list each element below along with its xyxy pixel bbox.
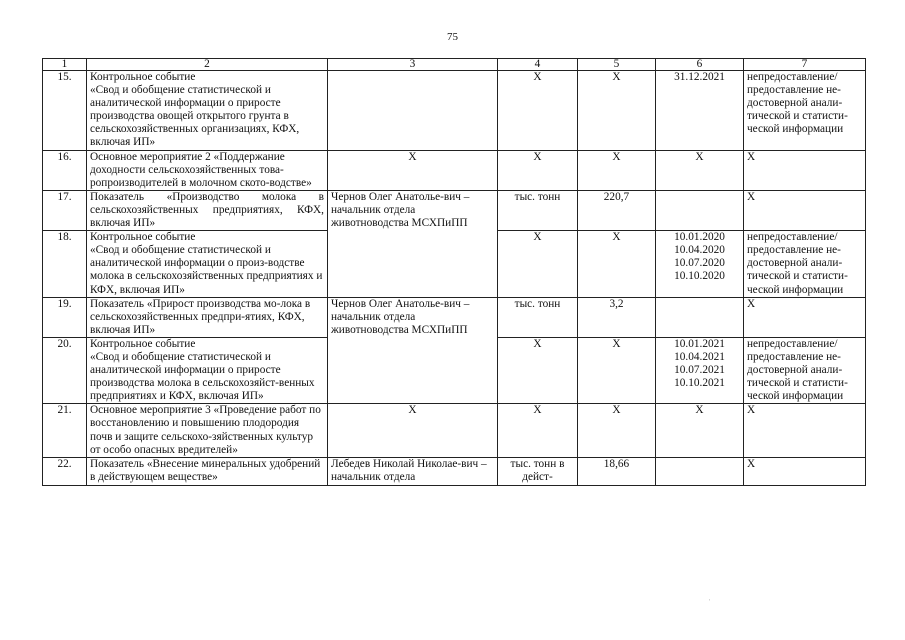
- row-description: Контрольное событие «Свод и обобщение статистической и аналитической информации о приросте производства овощей открытого грунта в сельскохозяйственных организациях, КФХ, включая ИП»: [87, 71, 328, 151]
- row-number: 18.: [43, 231, 87, 297]
- row-number: 17.: [43, 190, 87, 230]
- row-deadline: Х: [656, 404, 744, 457]
- row-unit: Х: [498, 404, 578, 457]
- row-description: Основное мероприятие 3 «Проведение работ по восстановлению и повышению плодородия почв и защите сельскохо-зяйственных культур от особо опасных вредителей»: [87, 404, 328, 457]
- row-deadline: 10.01.2020 10.04.2020 10.07.2020 10.10.2020: [656, 231, 744, 297]
- column-header: 5: [578, 59, 656, 71]
- table-row: [43, 404, 866, 457]
- column-header: 3: [328, 59, 498, 71]
- row-description: Показатель «Производство молока в сельскохозяйственных предприятиях, КФХ, включая ИП»: [87, 190, 328, 230]
- row-description: Показатель «Прирост производства мо-лока в сельскохозяйственных предпри-ятиях, КФХ, включая ИП»: [87, 297, 328, 337]
- column-header: 4: [498, 59, 578, 71]
- row-description: Основное мероприятие 2 «Поддержание доходности сельскохозяйственных това-ропроизводителей в молочном ското-водстве»: [87, 150, 328, 190]
- row-risk: Х: [744, 297, 866, 337]
- column-header: 2: [87, 59, 328, 71]
- row-value: 18,66: [578, 457, 656, 485]
- header-row: [43, 59, 866, 71]
- row-value: Х: [578, 404, 656, 457]
- row-number: 21.: [43, 404, 87, 457]
- row-number: 20.: [43, 337, 87, 403]
- row-description: Контрольное событие «Свод и обобщение статистической и аналитической информации о произ-водстве молока в сельскохозяйственных предприятиях и КФХ, включая ИП»: [87, 231, 328, 297]
- row-deadline: 10.01.2021 10.04.2021 10.07.2021 10.10.2021: [656, 337, 744, 403]
- column-header: 1: [43, 59, 87, 71]
- row-value: Х: [578, 231, 656, 297]
- table-row: [43, 457, 866, 485]
- row-value: Х: [578, 71, 656, 151]
- row-responsible: Чернов Олег Анатолье-вич – начальник отдела животноводства МСХПиПП: [328, 297, 498, 404]
- row-number: 22.: [43, 457, 87, 485]
- row-responsible: Х: [328, 404, 498, 457]
- row-deadline: Х: [656, 150, 744, 190]
- column-header: 7: [744, 59, 866, 71]
- row-risk: непредоставление/ предоставление не-достоверной анали-тической и статисти-ческой информации: [744, 71, 866, 151]
- row-value: 220,7: [578, 190, 656, 230]
- row-description: Контрольное событие «Свод и обобщение статистической и аналитической информации о приросте производства молока в сельскохозяйст-венных предприятиях и КФХ, включая ИП»: [87, 337, 328, 403]
- table-row: [43, 297, 866, 337]
- row-unit: тыс. тонн: [498, 297, 578, 337]
- row-unit: Х: [498, 150, 578, 190]
- row-risk: Х: [744, 190, 866, 230]
- row-unit: Х: [498, 71, 578, 151]
- row-unit: тыс. тонн в дейст-: [498, 457, 578, 485]
- row-responsible: Х: [328, 150, 498, 190]
- row-description: Показатель «Внесение минеральных удобрений в действующем веществе»: [87, 457, 328, 485]
- page-number: 75: [447, 31, 458, 43]
- row-deadline: [656, 297, 744, 337]
- row-unit: Х: [498, 337, 578, 403]
- row-risk: Х: [744, 457, 866, 485]
- row-unit: Х: [498, 231, 578, 297]
- row-responsible: Лебедев Николай Николае-вич – начальник отдела: [328, 457, 498, 485]
- row-number: 19.: [43, 297, 87, 337]
- plan-table: [42, 58, 866, 486]
- row-risk: непредоставление/ предоставление не-достоверной анали-тической и статисти-ческой информации: [744, 231, 866, 297]
- row-unit: тыс. тонн: [498, 190, 578, 230]
- row-number: 15.: [43, 71, 87, 151]
- row-responsible: Чернов Олег Анатолье-вич – начальник отдела животноводства МСХПиПП: [328, 190, 498, 297]
- row-value: Х: [578, 150, 656, 190]
- row-deadline: [656, 457, 744, 485]
- table-row: [43, 150, 866, 190]
- table-row: [43, 190, 866, 230]
- row-number: 16.: [43, 150, 87, 190]
- row-risk: непредоставление/ предоставление не-достоверной анали-тической и статисти-ческой информации: [744, 337, 866, 403]
- table-row: [43, 71, 866, 151]
- row-deadline: 31.12.2021: [656, 71, 744, 151]
- row-responsible: [328, 71, 498, 151]
- row-risk: Х: [744, 150, 866, 190]
- row-risk: Х: [744, 404, 866, 457]
- scan-mark: ˈ: [708, 598, 711, 607]
- column-header: 6: [656, 59, 744, 71]
- row-value: Х: [578, 337, 656, 403]
- row-deadline: [656, 190, 744, 230]
- row-value: 3,2: [578, 297, 656, 337]
